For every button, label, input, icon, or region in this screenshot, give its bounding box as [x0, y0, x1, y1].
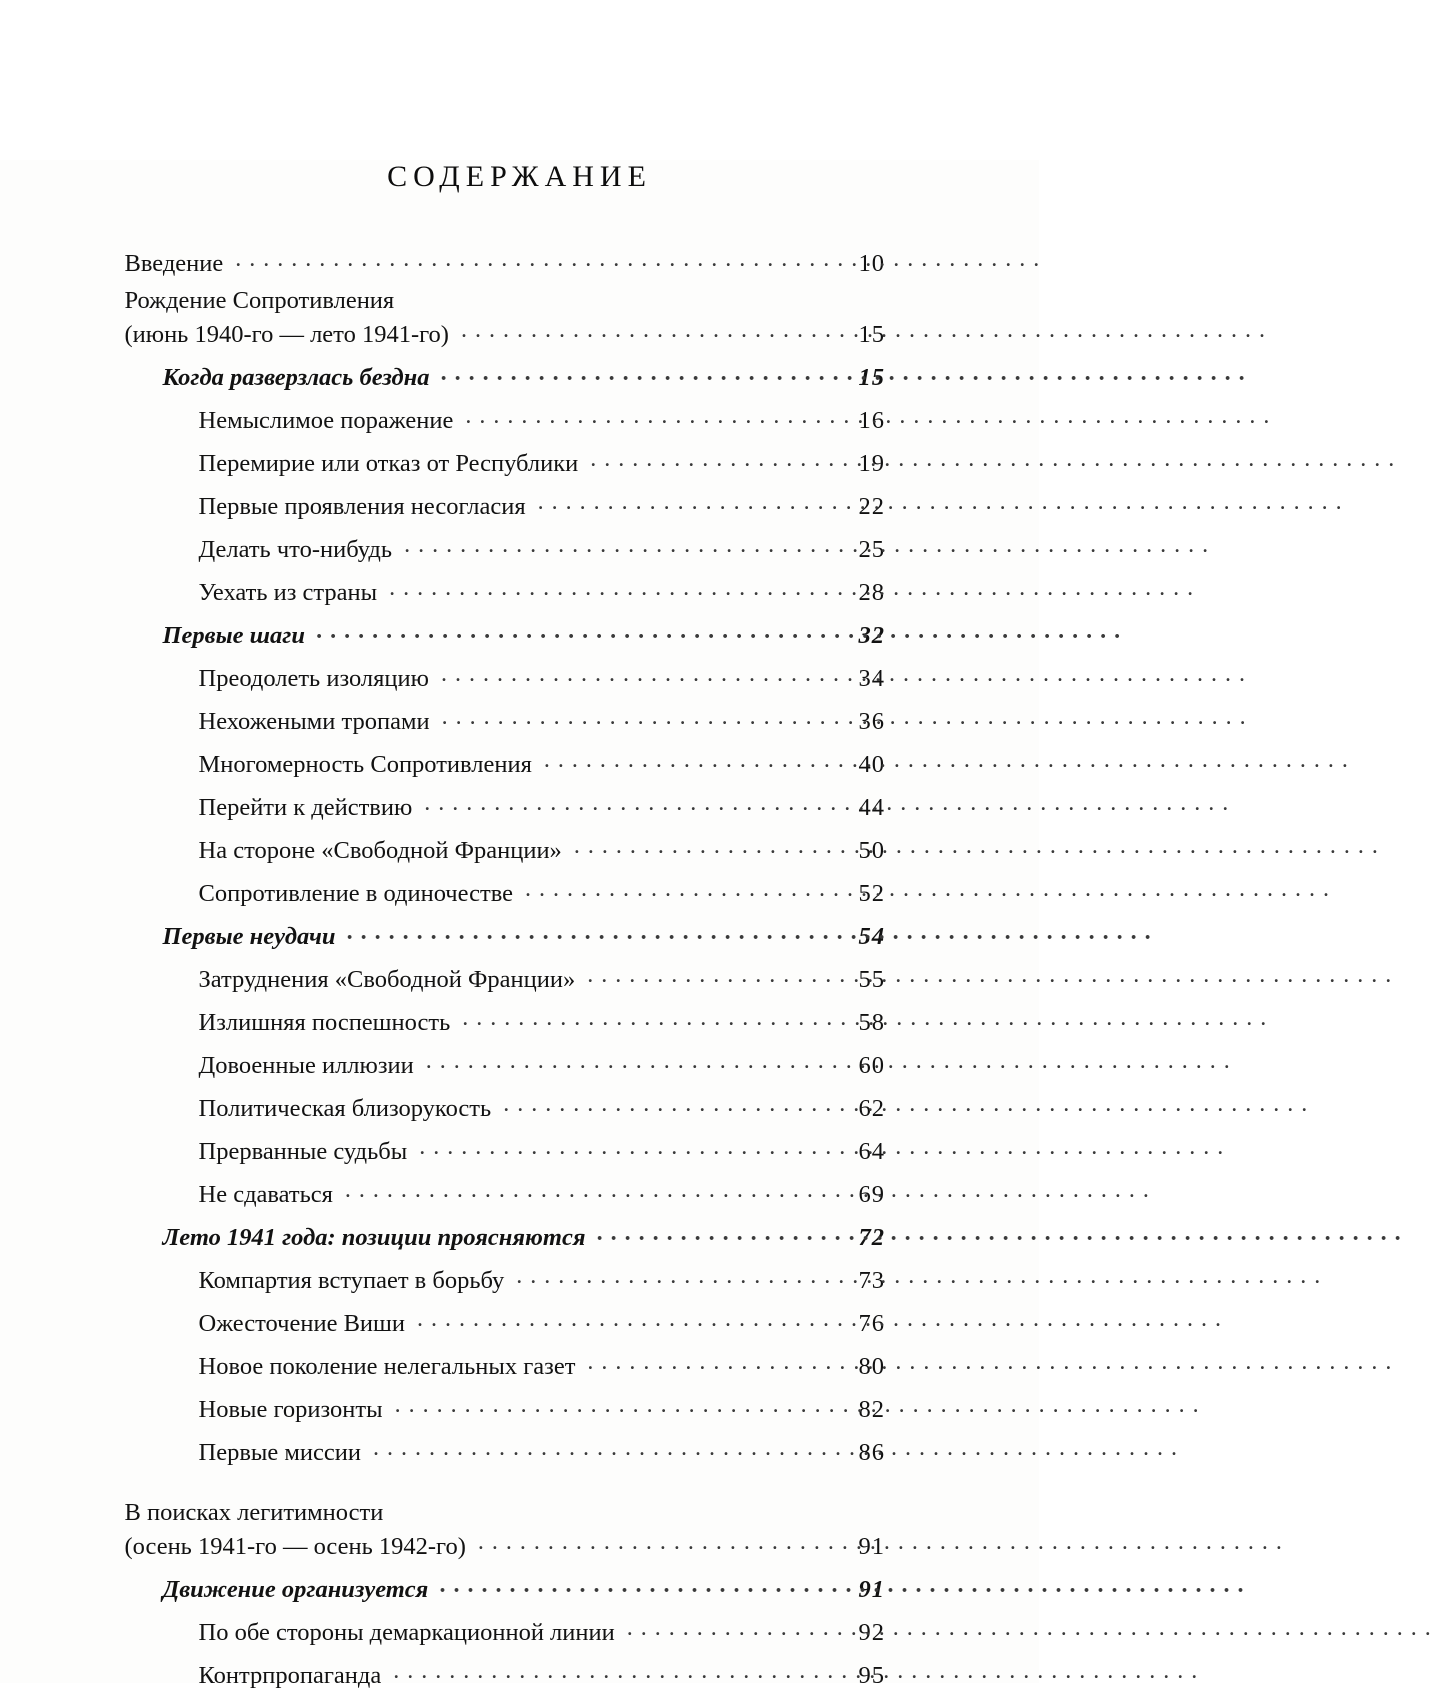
toc-entry-label: (осень 1941-го — осень 1942-го) [124, 1532, 466, 1560]
toc-leader-dots [478, 1529, 841, 1554]
toc-entry-page-number: 19 [858, 450, 885, 477]
toc-entry[interactable] [199, 877, 915, 907]
toc-entry-label: Довоенные иллюзии [198, 1052, 414, 1079]
toc-entry-page-number: 82 [858, 1396, 885, 1423]
toc-leader-dots [587, 1350, 840, 1375]
toc-entry-label: Уехать из страны [198, 579, 378, 606]
toc-entry-page-number: 92 [858, 1618, 885, 1646]
toc-entry-page-number: 34 [858, 665, 885, 692]
toc-entry-label: Компартия вступает в борьбу [198, 1267, 505, 1294]
toc-entry-page-number: 28 [858, 579, 885, 606]
toc-leader-dots [440, 1572, 840, 1597]
toc-entry-page-number: 50 [858, 837, 885, 864]
toc-leader-dots [597, 1221, 840, 1246]
toc-entry-label: Нехожеными тропами [198, 708, 430, 735]
toc-entry[interactable] [199, 1658, 915, 1688]
toc-leader-dots [587, 963, 840, 988]
toc-entry-page-number: 22 [858, 493, 885, 520]
toc-leader-dots [442, 361, 841, 386]
toc-entry-page-number: 64 [858, 1138, 885, 1165]
toc-leader-dots [462, 1006, 840, 1031]
toc-leader-dots [442, 705, 841, 730]
toc-leader-dots [544, 748, 841, 773]
toc-leader-dots [516, 1264, 840, 1289]
toc-entry-page-number: 80 [858, 1353, 885, 1380]
toc-entry[interactable] [199, 1092, 915, 1122]
toc-entry[interactable] [199, 1307, 915, 1337]
toc-entry-page-number: 86 [858, 1439, 885, 1466]
toc-entry-label: Преодолеть изоляцию [198, 665, 429, 692]
toc-entry[interactable] [199, 1178, 915, 1208]
toc-leader-dots [235, 246, 840, 271]
toc-entry[interactable] [199, 404, 915, 434]
toc-leader-dots [426, 1049, 841, 1074]
toc-leader-dots [395, 1393, 841, 1418]
toc-leader-dots [317, 619, 841, 644]
toc-entry-title-line[interactable] [124, 1498, 915, 1526]
toc-entry-label: Первые проявления несогласия [198, 493, 526, 520]
toc-entry-page-number: 54 [858, 923, 885, 950]
toc-entry[interactable] [199, 834, 915, 864]
toc-entry-label: Прерванные судьбы [198, 1138, 408, 1165]
toc-entry-page-number: 52 [858, 880, 885, 907]
table-of-contents-list [125, 246, 915, 1688]
toc-entry[interactable] [163, 361, 915, 391]
page-title: СОДЕРЖАНИЕ [387, 160, 652, 193]
toc-entry-label: Новые горизонты [198, 1396, 383, 1423]
toc-entry-page-number: 60 [858, 1052, 885, 1079]
toc-entry[interactable] [199, 705, 915, 735]
toc-leader-dots [627, 1615, 841, 1640]
toc-leader-dots [419, 1135, 840, 1160]
toc-entry-label: Первые неудачи [162, 923, 336, 950]
toc-entry-page-number: 36 [858, 708, 885, 735]
toc-leader-dots [503, 1092, 840, 1117]
toc-entry[interactable] [199, 791, 915, 821]
toc-entry[interactable] [125, 318, 915, 348]
toc-leader-dots [373, 1436, 841, 1461]
toc-entry-page-number: 44 [858, 794, 885, 821]
toc-entry-label: Движение организуется [162, 1575, 429, 1603]
toc-entry-label: Первые миссии [198, 1439, 361, 1466]
toc-entry[interactable] [199, 1264, 915, 1294]
toc-leader-dots [538, 490, 841, 515]
toc-entry-page-number: 10 [858, 249, 885, 277]
toc-entry-label: Контрпропаганда [198, 1661, 382, 1689]
toc-page [0, 160, 1039, 1689]
toc-leader-dots [393, 1658, 840, 1683]
toc-entry-title-line[interactable] [125, 289, 915, 314]
toc-leader-dots [574, 834, 841, 859]
toc-entry[interactable] [199, 1135, 915, 1165]
toc-leader-dots [424, 791, 840, 816]
toc-entry-label: Ожесточение Виши [198, 1310, 406, 1337]
toc-entry-label: Рождение Сопротивления [124, 287, 395, 314]
toc-entry-label: Перемирие или отказ от Республики [198, 450, 579, 477]
toc-entry[interactable] [199, 533, 915, 563]
toc-entry-page-number: 95 [858, 1661, 885, 1689]
toc-entry-page-number: 62 [858, 1095, 885, 1122]
toc-entry-label: Затруднения «Свободной Франции» [198, 966, 576, 993]
toc-entry[interactable] [199, 748, 915, 778]
toc-entry-label: Немыслимое поражение [198, 407, 454, 434]
toc-entry-page-number: 55 [858, 966, 885, 993]
toc-entry[interactable] [199, 490, 915, 520]
toc-leader-dots [590, 447, 840, 472]
toc-entry-page-number: 58 [858, 1009, 885, 1036]
toc-entry-page-number: 16 [858, 407, 885, 434]
toc-entry-label: Многомерность Сопротивления [198, 751, 532, 778]
toc-entry-page-number: 76 [858, 1310, 885, 1337]
toc-leader-dots [461, 318, 841, 343]
toc-entry[interactable] [199, 1615, 915, 1645]
toc-entry-label: (июнь 1940-го — лето 1941-го) [124, 321, 449, 348]
toc-entry-page-number: 72 [858, 1224, 885, 1251]
toc-leader-dots [404, 533, 840, 558]
toc-entry[interactable] [125, 1529, 915, 1559]
toc-entry-page-number: 32 [858, 622, 885, 649]
toc-leader-dots [347, 920, 840, 945]
toc-entry-label: Делать что-нибудь [198, 536, 393, 563]
toc-entry-label: Введение [124, 249, 224, 277]
toc-entry[interactable] [199, 963, 915, 993]
toc-entry-label: Лето 1941 года: позиции проясняются [162, 1224, 586, 1251]
toc-entry-label: Новое поколение нелегальных газет [198, 1353, 576, 1380]
toc-entry-page-number: 91 [858, 1575, 885, 1603]
toc-entry[interactable] [163, 619, 915, 649]
toc-entry[interactable] [199, 1436, 915, 1466]
toc-entry-page-number: 15 [858, 364, 885, 391]
toc-entry-label: На стороне «Свободной Франции» [198, 837, 562, 864]
toc-entry[interactable] [163, 1572, 915, 1602]
toc-entry-label: Излишняя поспешность [198, 1009, 451, 1036]
toc-entry[interactable] [199, 447, 915, 477]
toc-entry-label: Не сдаваться [198, 1181, 333, 1208]
toc-entry[interactable] [199, 576, 915, 606]
toc-entry[interactable] [125, 246, 915, 276]
toc-entry[interactable] [163, 920, 915, 950]
toc-leader-dots [465, 404, 840, 429]
toc-entry-page-number: 15 [858, 321, 885, 348]
toc-entry[interactable] [199, 662, 915, 692]
toc-entry[interactable] [199, 1393, 915, 1423]
toc-entry-label: Первые шаги [162, 622, 305, 649]
toc-entry[interactable] [199, 1006, 915, 1036]
toc-leader-dots [441, 662, 841, 687]
toc-entry-label: По обе стороны демаркационной линии [198, 1618, 615, 1646]
toc-entry[interactable] [163, 1221, 915, 1251]
toc-entry-page-number: 91 [858, 1532, 885, 1560]
toc-leader-dots [417, 1307, 840, 1332]
section-spacer [125, 1479, 915, 1501]
toc-entry-page-number: 40 [858, 751, 885, 778]
toc-entry-page-number: 73 [858, 1267, 885, 1294]
toc-entry-label: Когда разверзлась бездна [162, 364, 430, 391]
toc-entry[interactable] [199, 1049, 915, 1079]
toc-entry-label: В поисках легитимности [124, 1498, 384, 1526]
toc-entry-page-number: 25 [858, 536, 885, 563]
toc-entry-label: Сопротивление в одиночестве [198, 880, 513, 907]
toc-entry-page-number: 69 [858, 1181, 885, 1208]
toc-entry[interactable] [199, 1350, 915, 1380]
toc-leader-dots [389, 576, 840, 601]
toc-leader-dots [345, 1178, 841, 1203]
toc-entry-label: Перейти к действию [198, 794, 413, 821]
toc-leader-dots [525, 877, 841, 902]
toc-entry-label: Политическая близорукость [198, 1095, 492, 1122]
